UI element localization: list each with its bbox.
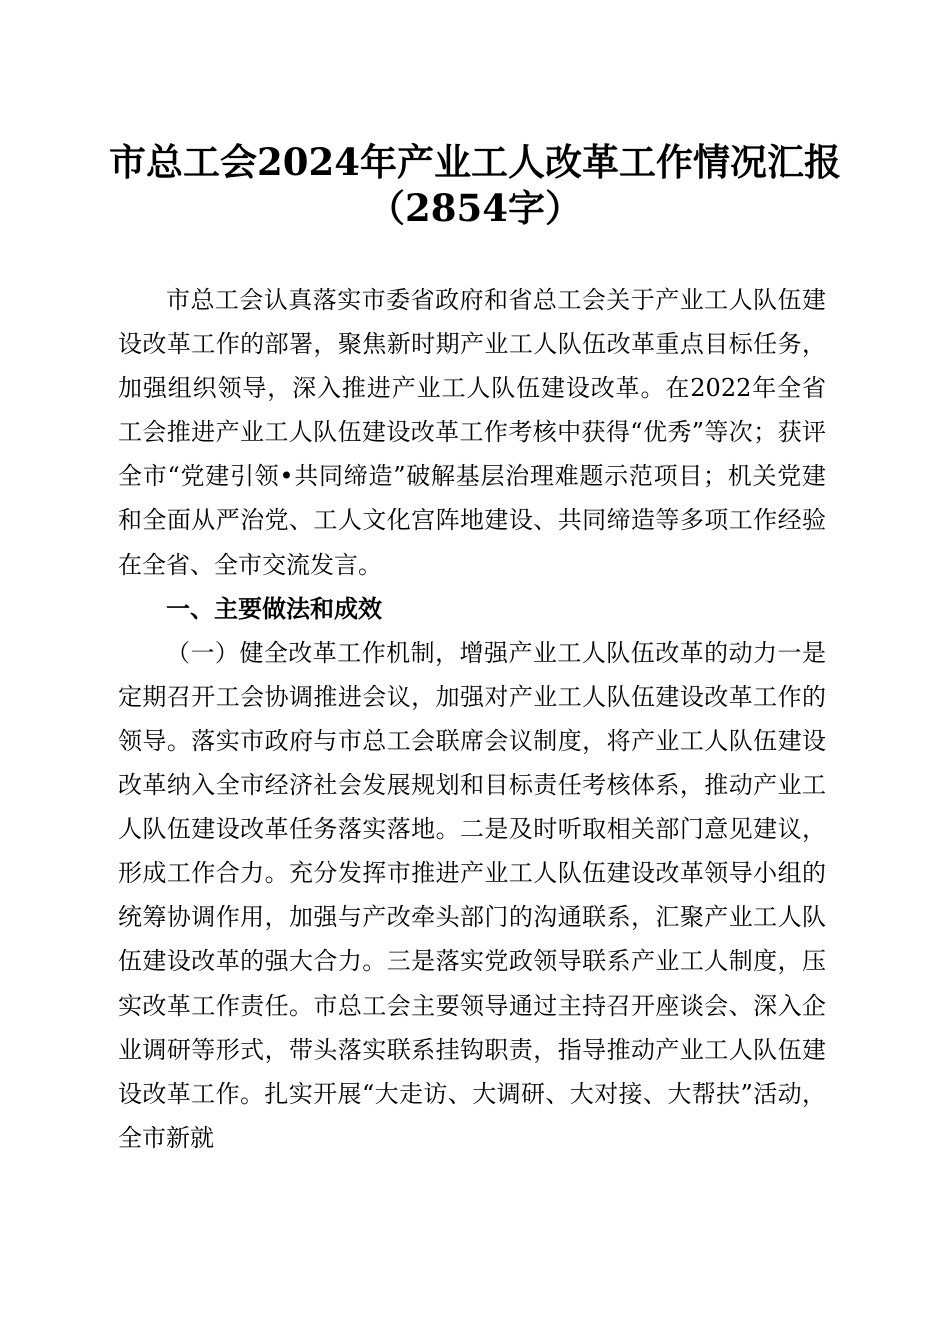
intro-paragraph: 市总工会认真落实市委省政府和省总工会关于产业工人队伍建设改革工作的部署，聚焦新时期产业工人队伍改革重点目标任务，加强组织领导，深入推进产业工人队伍建设改革。在2022年全省工会推进产业工人队伍建设改革工作考核中获得“优秀”等次；获评全市“党建引领•共同缔造”破解基层治理难题示范项目；机关党建和全面从严治党、工人文化宫阵地建设、共同缔造等多项工作经验在全省、全市交流发言。 (118, 286, 826, 579)
document-body (118, 278, 826, 1160)
section-heading: 一、主要做法和成效 (166, 594, 382, 623)
section-paragraph: （一）健全改革工作机制，增强产业工人队伍改革的动力一是定期召开工会协调推进会议，加强对产业工人队伍建设改革工作的领导。落实市政府与市总工会联席会议制度，将产业工人队伍建设改革纳入全市经济社会发展规划和目标责任考核体系，推动产业工人队伍建设改革任务落实落地。二是及时听取相关部门意见建议，形成工作合力。充分发挥市推进产业工人队伍建设改革领导小组的统筹协调作用，加强与产改牵头部门的沟通联系，汇聚产业工人队伍建设改革的强大合力。三是落实党政领导联系产业工人制度，压实改革工作责任。市总工会主要领导通过主持召开座谈会、深入企业调研等形式，带头落实联系挂钩职责，指导推动产业工人队伍建设改革工作。扎实开展“大走访、大调研、大对接、大帮扶”活动，全市新就 (118, 638, 826, 1152)
document-title: 市总工会2024年产业工人改革工作情况汇报 (109, 140, 841, 184)
document-word-count: （2854字） (368, 186, 582, 230)
